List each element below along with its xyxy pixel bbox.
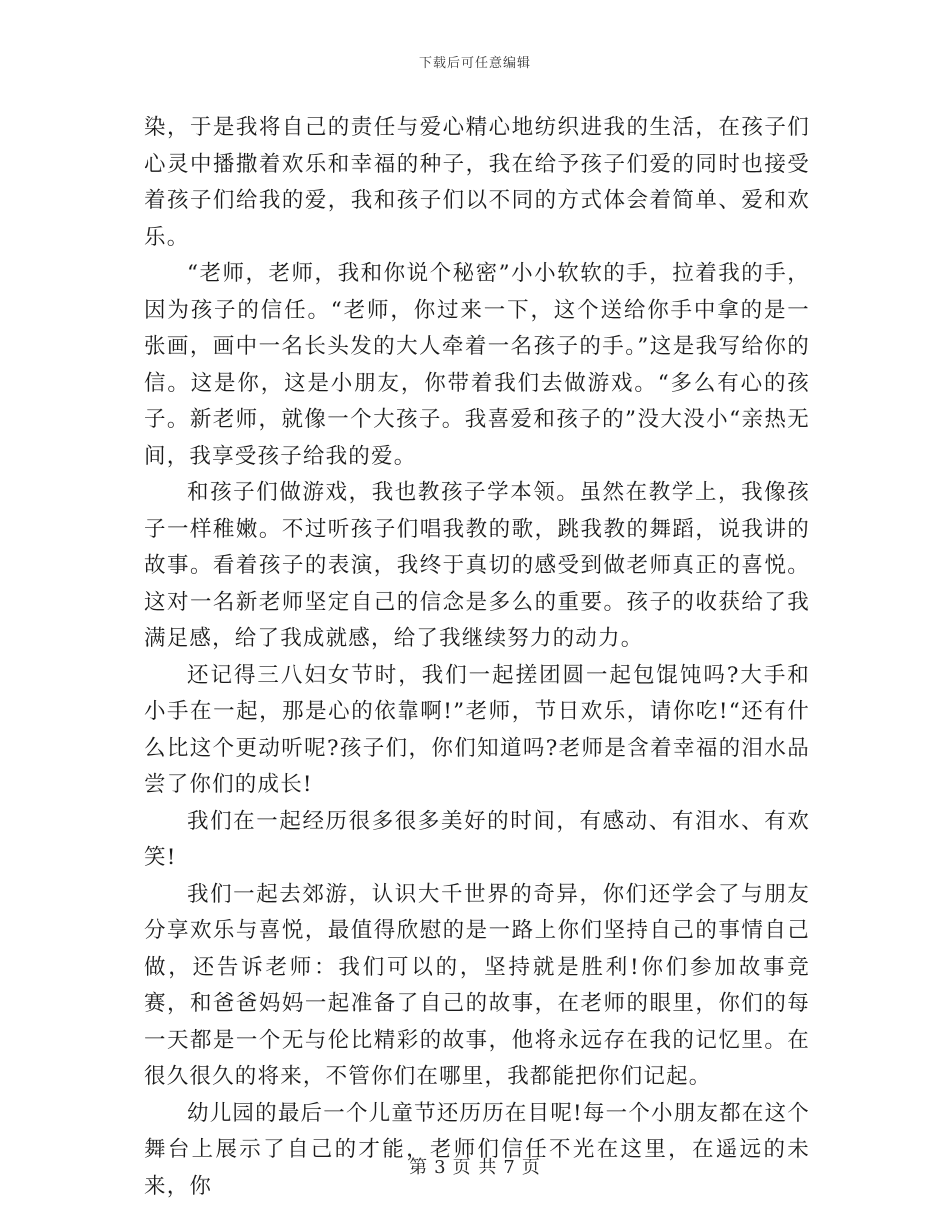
page-footer — [0, 1153, 950, 1179]
paragraph-2: “老师，老师，我和你说个秘密”小小软软的手，拉着我的手，因为孩子的信任。“老师，你过来一下，这个送给你手中拿的是一张画，画中一名长头发的大人牵着一名孩子的手。”这是我写给你的信。这是你，这是小朋友，你带着我们去做游戏。“多么有心的孩子。新老师，就像一个大孩子。我喜爱和孩子的”没大没小“亲热无间，我享受孩子给我的爱。 — [144, 261, 810, 469]
paragraph-6: 我们一起去郊游，认识大千世界的奇异，你们还学会了与朋友分享欢乐与喜悦，最值得欣慰的是一路上你们坚持自己的事情自己做，还告诉老师：我们可以的，坚持就是胜利!你们参加故事竞赛，和爸爸妈妈一起准备了自己的故事，在老师的眼里，你们的每一天都是一个无与伦比精彩的故事，他将永远存在我的记忆里。在很久很久的将来，不管你们在哪里，我都能把你们记起。 — [144, 881, 810, 1089]
footer-suffix: 页 — [521, 1157, 541, 1178]
paragraph-7: 幼儿园的最后一个儿童节还历历在目呢!每一个小朋友都在这个舞台上展示了自己的才能，老师们信任不光在这里，在遥远的未来，你 — [144, 1100, 810, 1199]
footer-middle: 页 共 — [452, 1157, 498, 1178]
footer-total-pages: 7 — [503, 1157, 516, 1178]
paragraph-5: 我们在一起经历很多很多美好的时间，有感动、有泪水、有欢笑! — [144, 808, 810, 870]
page-header: 下载后可任意编辑 — [418, 56, 531, 71]
paragraph-1: 染，于是我将自己的责任与爱心精心地纺织进我的生活，在孩子们心灵中播撒着欢乐和幸福的种子，我在给予孩子们爱的同时也接受着孩子们给我的爱，我和孩子们以不同的方式体会着简单、爱和欢乐。 — [144, 115, 810, 250]
footer-prefix: 第 — [409, 1157, 429, 1178]
paragraph-3: 和孩子们做游戏，我也教孩子学本领。虽然在教学上，我像孩子一样稚嫩。不过听孩子们唱我教的歌，跳我教的舞蹈，说我讲的故事。看着孩子的表演，我终于真切的感受到做老师真正的喜悦。这对一名新老师坚定自己的信念是多么的重要。孩子的收获给了我满足感，给了我成就感，给了我继续努力的动力。 — [144, 480, 810, 651]
document-body — [144, 110, 810, 1205]
paragraph-4: 还记得三八妇女节时，我们一起搓团圆一起包馄饨吗?大手和小手在一起，那是心的依靠啊!”老师，节日欢乐，请你吃!“还有什么比这个更动听呢?孩子们，你们知道吗?老师是含着幸福的泪水品尝了你们的成长! — [144, 662, 810, 797]
footer-page-number: 3 — [434, 1157, 447, 1178]
